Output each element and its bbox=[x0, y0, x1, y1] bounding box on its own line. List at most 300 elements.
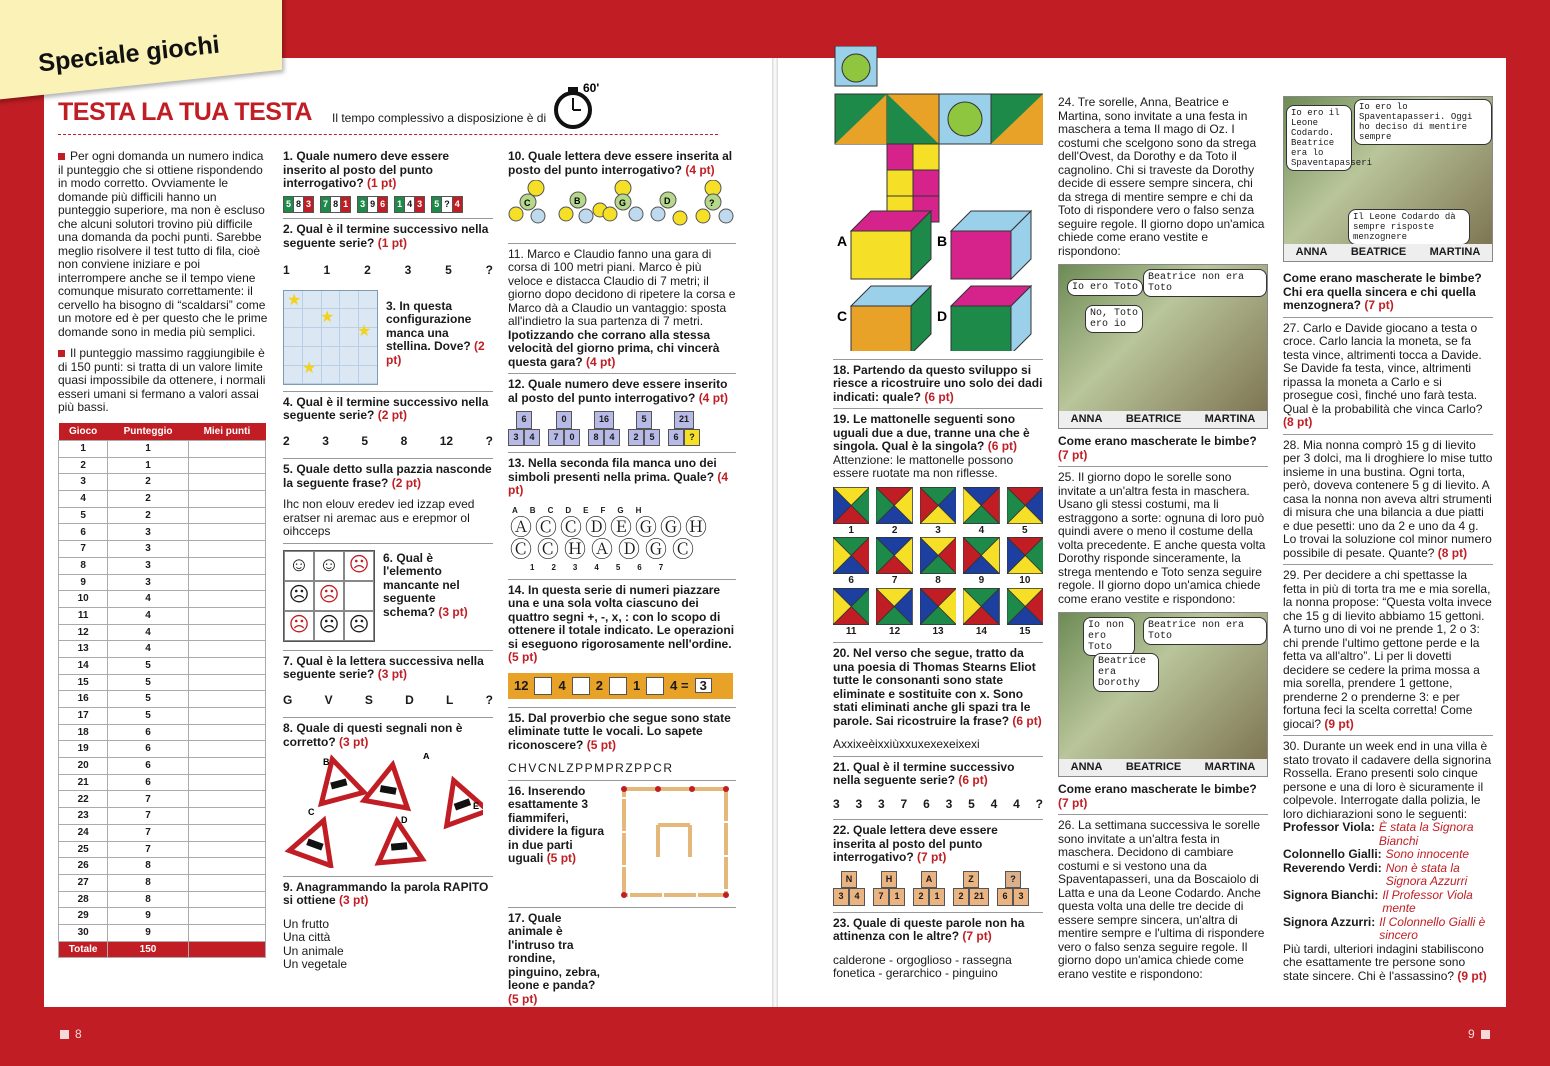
q25-points: (7 pt) bbox=[1058, 795, 1088, 810]
q10-circles bbox=[508, 180, 736, 232]
my-points-cell[interactable] bbox=[188, 507, 265, 524]
q16-points: (5 pt) bbox=[546, 851, 577, 865]
q15-code: CHVCNLZPPMPRZPPCR bbox=[508, 761, 674, 775]
eq-blank[interactable] bbox=[646, 677, 664, 695]
q1-text: 1. Quale numero deve essere inserito al posto del punto interrogativo? bbox=[283, 149, 450, 190]
sign-label: A bbox=[423, 753, 430, 761]
name-label: BEATRICE bbox=[1125, 412, 1182, 425]
my-points-cell[interactable] bbox=[188, 808, 265, 825]
q15-text: 15. Dal proverbio che segue sono state eliminate tutte le vocali. Lo sapete riconoscere? bbox=[508, 710, 731, 752]
statement: Colonnello Gialli: Sono innocente bbox=[1283, 847, 1470, 861]
name-label: ANNA bbox=[1295, 245, 1328, 258]
eq-number: 12 bbox=[514, 677, 529, 693]
table-row: 11 4 bbox=[59, 607, 266, 624]
smile-icon: ☺ bbox=[284, 551, 314, 581]
my-points-cell[interactable] bbox=[188, 924, 265, 941]
sequence-item: 2 bbox=[283, 433, 290, 448]
q28-text: 28. Mia nonna comprò 15 g di lievito per 3 dolci, ma li droghiere lo mise tutto insieme in una bustina. Ogni torta, però, doveva contenere 5 g di lievito. A casa la nonna non aveva altri strumenti di misura che una bilancia a due piatti e due pesetti: uno da 2 e uno da 4 g. Lo trovai la soluzione col minor numero possibile di pesate. Quante? bbox=[1283, 437, 1493, 560]
tile-number: 4 bbox=[978, 524, 985, 536]
q19-points: (6 pt) bbox=[987, 439, 1018, 453]
table-row: 17 5 bbox=[59, 708, 266, 725]
table-row: 4 2 bbox=[59, 491, 266, 508]
q23-text: 23. Quale di queste parole non ha attinenza con le altre? bbox=[833, 915, 1025, 943]
name-label: ANNA bbox=[1070, 760, 1103, 773]
q1-box: 3 9 6 bbox=[357, 196, 388, 214]
symbol-label: 6 bbox=[637, 563, 642, 572]
name-label: MARTINA bbox=[1204, 760, 1256, 773]
q19-text: 19. Le mattonelle seguenti sono uguali due a due, tranne una che è singola. Qual è la singola? bbox=[833, 412, 1030, 453]
table-total-row: Totale 150 bbox=[59, 941, 266, 958]
sign-label: C bbox=[308, 807, 315, 817]
q15-points: (5 pt) bbox=[586, 737, 617, 752]
sequence-item: 3 bbox=[404, 263, 412, 277]
speech-bubble: Io ero Toto bbox=[1067, 279, 1143, 296]
tile bbox=[963, 588, 999, 625]
table-row: 3 2 bbox=[59, 474, 266, 491]
eq-blank[interactable] bbox=[572, 677, 590, 695]
q8-text: 8. Quale di questi segnali non è corretto? bbox=[283, 721, 463, 749]
eq-number: 2 bbox=[595, 677, 603, 693]
box-group: A 2 1 bbox=[913, 871, 945, 906]
q1-points: (1 pt) bbox=[367, 176, 397, 190]
table-row: 24 7 bbox=[59, 824, 266, 841]
q2-text: 2. Qual è il termine successivo nella seguente serie? bbox=[283, 222, 489, 250]
q3-text: 3. In questa configurazione manca una stellina. Dove? bbox=[386, 298, 472, 353]
q11-points: (4 pt) bbox=[586, 354, 616, 369]
sequence-item: 3 bbox=[878, 796, 885, 811]
sequence-item: 6 bbox=[923, 796, 930, 811]
my-points-cell[interactable] bbox=[188, 441, 265, 458]
section-tab-title: Speciale giochi bbox=[36, 30, 221, 78]
q9-points: (3 pt) bbox=[339, 893, 369, 907]
q4-points: (2 pt) bbox=[377, 408, 408, 422]
speech-bubble: No, Toto ero io bbox=[1085, 305, 1143, 333]
q28-points: (8 pt) bbox=[1437, 545, 1468, 560]
my-points-cell[interactable] bbox=[188, 758, 265, 775]
statement: Reverendo Verdi: Non è stata la Signora Azzurri bbox=[1283, 860, 1468, 888]
tile bbox=[920, 588, 956, 625]
stopwatch-icon bbox=[553, 78, 601, 132]
q21-sequence bbox=[833, 798, 1043, 812]
intro-p2: Il punteggio massimo raggiungibile è di 150 punti: si tratta di un valore limite quasi impossibile da ottenere, i normali esseri umani si fermano a valori assai più bassi. bbox=[58, 346, 266, 414]
statement: Signora Azzurri: Il Colonnello Gialli è sincero bbox=[1283, 914, 1486, 942]
my-points-cell[interactable] bbox=[188, 724, 265, 741]
sequence-item: 4 bbox=[1013, 796, 1020, 811]
tile-number: 11 bbox=[845, 625, 857, 637]
tile-number: 15 bbox=[1019, 625, 1031, 637]
sequence-item: 12 bbox=[439, 433, 454, 448]
table-row: 16 5 bbox=[59, 691, 266, 708]
q5-points: (2 pt) bbox=[391, 475, 422, 490]
page-title: TESTA LA TUA TESTA bbox=[58, 98, 312, 126]
symbol-label: D bbox=[565, 505, 572, 515]
sequence-item: 1 bbox=[283, 263, 290, 277]
q23-words: calderone - orgoglioso - rassegna fonetica - gerarchico - pinguino bbox=[833, 952, 1012, 980]
table-header: Miei punti bbox=[188, 423, 265, 441]
q2-points: (1 pt) bbox=[377, 235, 408, 250]
statement: Professor Viola: È stata la Signora Bianchi bbox=[1283, 820, 1474, 848]
my-points-cell[interactable] bbox=[188, 874, 265, 891]
q12-groups bbox=[508, 411, 736, 446]
photo-q26 bbox=[1283, 96, 1493, 262]
q10-letter: D bbox=[664, 196, 671, 206]
box-group: ? 6 3 bbox=[997, 871, 1029, 906]
tile-number: 13 bbox=[932, 625, 944, 637]
q12-points: (4 pt) bbox=[698, 390, 729, 405]
page-subtitle: Il tempo complessivo a disposizione è di bbox=[332, 111, 547, 125]
symbol-label: 5 bbox=[615, 563, 621, 572]
sequence-item: 7 bbox=[900, 796, 908, 811]
faces-grid bbox=[283, 550, 375, 642]
photo-q24 bbox=[1058, 264, 1268, 429]
table-row: 6 3 bbox=[59, 524, 266, 541]
q20-text: 20. Nel verso che segue, tratto da una poesia di Thomas Stearns Eliot tutte le consonanti sono state eliminate e sostituite con x. Sono stati eliminati anche gli spazi tra le parole. Sai ricostruire la frase? bbox=[833, 646, 1036, 728]
name-label: ANNA bbox=[1070, 412, 1103, 425]
table-row: 10 4 bbox=[59, 591, 266, 608]
tile bbox=[920, 487, 956, 524]
my-points-cell[interactable] bbox=[188, 557, 265, 574]
q17-points: (5 pt) bbox=[508, 991, 538, 1006]
frown-icon: ☹ bbox=[314, 581, 344, 611]
sequence-item: ? bbox=[485, 263, 493, 277]
table-header: Gioco bbox=[59, 423, 108, 441]
table-row: 14 5 bbox=[59, 657, 266, 674]
tile-number: 5 bbox=[1022, 524, 1028, 536]
my-points-cell[interactable] bbox=[188, 624, 265, 641]
q4-sequence bbox=[283, 435, 493, 449]
table-row: 23 7 bbox=[59, 808, 266, 825]
table-row: 8 3 bbox=[59, 557, 266, 574]
table-row: 27 8 bbox=[59, 874, 266, 891]
symbol-label: B bbox=[529, 505, 536, 515]
sequence-item: 4 bbox=[990, 796, 998, 811]
my-points-cell[interactable] bbox=[188, 774, 265, 791]
my-points-cell[interactable] bbox=[188, 607, 265, 624]
q10-points: (4 pt) bbox=[685, 162, 715, 177]
q7-text: 7. Qual è la lettera successiva nella seguente serie? bbox=[283, 653, 484, 681]
score-table bbox=[58, 423, 266, 959]
tiles-grid bbox=[833, 487, 1043, 639]
eq-blank[interactable] bbox=[534, 677, 552, 695]
speech-bubble: Beatrice era Dorothy bbox=[1093, 653, 1159, 692]
q19-note: Attenzione: le mattonelle possono essere ruotate ma non riflesse. bbox=[833, 452, 1014, 480]
q7-sequence bbox=[283, 694, 493, 708]
timer-label: 60' bbox=[583, 81, 600, 95]
q23-points: (7 pt) bbox=[962, 929, 992, 943]
q22-points: (7 pt) bbox=[917, 850, 947, 864]
my-points-cell[interactable] bbox=[188, 491, 265, 508]
table-row: 20 6 bbox=[59, 758, 266, 775]
sequence-item: 3 bbox=[945, 796, 953, 811]
gutter bbox=[772, 58, 778, 1007]
sequence-item: G bbox=[283, 692, 293, 707]
name-label: MARTINA bbox=[1204, 412, 1256, 425]
table-row: 29 9 bbox=[59, 908, 266, 925]
q20-points: (6 pt) bbox=[1012, 713, 1042, 728]
my-points-cell[interactable] bbox=[188, 457, 265, 474]
sequence-item: D bbox=[405, 692, 414, 707]
q13-points: (4 pt) bbox=[508, 469, 729, 497]
q9-option: Un animale bbox=[283, 943, 344, 958]
tile bbox=[876, 537, 912, 574]
neutral-icon: ☹ bbox=[284, 581, 314, 611]
q1-box: 1 4 3 bbox=[394, 196, 425, 214]
box-group: 6 3 4 bbox=[508, 411, 540, 446]
tile bbox=[876, 487, 912, 524]
star-icon: ★ bbox=[287, 291, 302, 309]
tile bbox=[1007, 537, 1043, 574]
q13-symbols-top: ⒶⒸⒸⒹⒺⒼⒼⒽ bbox=[510, 515, 711, 540]
my-points-cell[interactable] bbox=[188, 708, 265, 725]
table-row: 2 1 bbox=[59, 457, 266, 474]
q29-text: 29. Per decidere a chi spettasse la fetta in più di torta tra me e mia sorella, la nonna propose: “Questa volta invece che 15 g di lievito abbiamo 15 gettoni. A turno uno di voi ne prende 1, 2 o 3: chi prende l'ultimo gettone perde e la fetta va all'altro”. Li per li dovetti decidere se cedere la prima mossa a mia sorella, prendere 1 gettone, prenderne 2 o prenderne 3: e per fortuna feci la scelta corretta! Come giocai? bbox=[1283, 568, 1492, 731]
q27-text: 27. Carlo e Davide giocano a testa o croce. Carlo lancia la moneta, se fa testa vince, altrimenti tocca a Davide. Se Davide fa testa, vince, altrimenti ripassa la moneta a Carlo e si prosegue così, finché uno farà testa. Qual è la probabilità che vinca Carlo? bbox=[1283, 320, 1483, 416]
speech-bubble: Beatrice non era Toto bbox=[1143, 617, 1267, 645]
eq-result: 3 bbox=[695, 678, 712, 694]
q1-box: 5 ? 4 bbox=[431, 196, 463, 214]
q26-question: Come erano mascherate le bimbe? Chi era quella sincera e chi quella menzognera? bbox=[1283, 271, 1482, 312]
q25-question: Come erano mascherate le bimbe? bbox=[1058, 782, 1257, 796]
q11-question: Ipotizzando che corrano alla stessa velocità del giorno prima, chi vincerà questa gara? bbox=[508, 327, 720, 369]
tile bbox=[876, 588, 912, 625]
symbol-label: A bbox=[512, 505, 518, 515]
box-group: 5 2 5 bbox=[628, 411, 660, 446]
matches-figure bbox=[618, 785, 733, 903]
bullet-icon bbox=[58, 153, 65, 160]
sequence-item: ? bbox=[485, 433, 493, 448]
tile bbox=[920, 537, 956, 574]
q5-phrase: Ihc non elouv eredev ied izzap eved eratser ni aremac aus e erepmor ol oihcceps bbox=[283, 497, 475, 538]
q10-letter: B bbox=[574, 196, 581, 206]
sequence-item: 3 bbox=[855, 796, 863, 811]
tile-number: 2 bbox=[891, 524, 898, 536]
die-label: A bbox=[837, 233, 848, 249]
my-points-cell[interactable] bbox=[188, 691, 265, 708]
q21-points: (6 pt) bbox=[958, 773, 988, 787]
box-group: 21 6 ? bbox=[668, 411, 700, 446]
table-header: Punteggio bbox=[108, 423, 189, 441]
q18-points: (6 pt) bbox=[924, 389, 954, 404]
title-rule bbox=[58, 134, 718, 135]
q27-points: (8 pt) bbox=[1283, 415, 1313, 429]
statement: Signora Bianchi: Il Professor Viola mente bbox=[1283, 887, 1473, 915]
my-points-cell[interactable] bbox=[188, 891, 265, 908]
star-icon: ★ bbox=[357, 322, 372, 340]
sequence-item: 2 bbox=[364, 263, 371, 277]
tile-number: 1 bbox=[848, 524, 854, 536]
sequence-item: 8 bbox=[400, 433, 408, 448]
my-points-cell[interactable] bbox=[188, 908, 265, 925]
q30-statements bbox=[1283, 821, 1493, 943]
q6-points: (3 pt) bbox=[438, 604, 468, 619]
q9-option: Un frutto bbox=[283, 916, 330, 931]
q17-text: 17. Quale animale è l'intruso tra rondine, pinguino, zebra, leone e panda? bbox=[508, 910, 600, 992]
symbol-label: H bbox=[635, 505, 642, 515]
q30-end: Più tardi, ulteriori indagini stabiliscono che esattamente tre persone sono state sincere. Chi è l'assassino? bbox=[1283, 941, 1484, 983]
my-points-cell[interactable] bbox=[188, 858, 265, 875]
die-label: B bbox=[937, 233, 948, 249]
q3-points: (2 pt) bbox=[386, 339, 485, 367]
table-row: 30 9 bbox=[59, 924, 266, 941]
table-row: 5 2 bbox=[59, 507, 266, 524]
q10-letter: G bbox=[619, 198, 627, 208]
q9-option: Un vegetale bbox=[283, 957, 348, 971]
eq-number: 4 bbox=[558, 677, 566, 693]
q5-text: 5. Quale detto sulla pazzia nasconde la seguente frase? bbox=[283, 462, 492, 490]
eq-blank[interactable] bbox=[609, 677, 627, 695]
q30-points: (9 pt) bbox=[1457, 968, 1487, 983]
sequence-item: 3 bbox=[833, 796, 840, 811]
my-points-cell[interactable] bbox=[188, 474, 265, 491]
q14-equation bbox=[508, 673, 733, 699]
q16-text: 16. Inserendo esattamente 3 fiammiferi, dividere la figura in due parti uguali bbox=[508, 783, 605, 865]
square-icon bbox=[1481, 1030, 1490, 1039]
sequence-item: 5 bbox=[968, 796, 975, 811]
sequence-item: 1 bbox=[323, 263, 331, 277]
q24-question: Come erano mascherate le bimbe? bbox=[1058, 434, 1257, 448]
q29-points: (9 pt) bbox=[1324, 716, 1354, 731]
tile bbox=[1007, 487, 1043, 524]
table-row: 25 7 bbox=[59, 841, 266, 858]
my-points-cell[interactable] bbox=[188, 541, 265, 558]
name-label: BEATRICE bbox=[1125, 760, 1182, 773]
speech-bubble: Beatrice non era Toto bbox=[1143, 269, 1267, 297]
box-group: Z 2 21 bbox=[953, 871, 989, 906]
q21-text: 21. Qual è il termine successivo nella seguente serie? bbox=[833, 759, 1015, 787]
tile bbox=[963, 487, 999, 524]
my-points-cell[interactable] bbox=[188, 674, 265, 691]
sequence-item: L bbox=[446, 692, 454, 707]
table-row: 22 7 bbox=[59, 791, 266, 808]
frown-icon: ☹ bbox=[314, 611, 344, 641]
my-points-cell[interactable] bbox=[188, 641, 265, 658]
symbol-label: G bbox=[617, 505, 624, 515]
tile-number: 6 bbox=[848, 575, 854, 586]
tile bbox=[833, 487, 869, 524]
q9-text: 9. Anagrammando la parola RAPITO si ottiene bbox=[283, 879, 489, 907]
sign-label: E bbox=[473, 801, 480, 811]
sign-label: D bbox=[401, 815, 408, 825]
tile-number: 12 bbox=[889, 625, 901, 637]
my-points-cell[interactable] bbox=[188, 841, 265, 858]
star-grid bbox=[283, 290, 378, 385]
sign-label: B bbox=[323, 757, 330, 767]
smile-icon: ☺ bbox=[314, 551, 344, 581]
dice-net-figure bbox=[833, 46, 1043, 351]
speech-bubble: Io ero il Leone Codardo. Beatrice era lo Spaventapasseri bbox=[1286, 105, 1352, 171]
sequence-item: 5 bbox=[361, 433, 369, 448]
q4-text: 4. Qual è il termine successivo nella seguente serie? bbox=[283, 394, 489, 422]
tile-number: 8 bbox=[935, 575, 941, 586]
tile bbox=[833, 588, 869, 625]
my-points-cell[interactable] bbox=[188, 824, 265, 841]
sequence-item: 5 bbox=[445, 263, 452, 277]
table-row: 28 8 bbox=[59, 891, 266, 908]
sequence-item: V bbox=[324, 692, 333, 707]
q14-points: (5 pt) bbox=[508, 650, 538, 664]
q10-letter: C bbox=[524, 198, 531, 208]
q10-letter: ? bbox=[709, 198, 715, 208]
tile-number: 10 bbox=[1019, 575, 1031, 586]
cow-icon bbox=[391, 842, 408, 850]
sequence-item: ? bbox=[1035, 796, 1043, 811]
symbol-label: 1 bbox=[530, 563, 535, 572]
sequence-item: 3 bbox=[322, 433, 329, 448]
q7-points: (3 pt) bbox=[377, 667, 408, 681]
table-row: 1 1 bbox=[59, 441, 266, 458]
q1-box: 5 8 3 bbox=[283, 196, 314, 214]
box-group: N 3 4 bbox=[833, 871, 865, 906]
frown-icon: ☹ bbox=[284, 611, 314, 641]
frown-icon: ☹ bbox=[344, 551, 374, 581]
q18-text: 18. Partendo da questo sviluppo si riesce a ricostruire uno solo dei dadi indicati: quale? bbox=[833, 362, 1043, 404]
eq-number: 4 = bbox=[670, 677, 689, 693]
symbol-label: 3 bbox=[572, 563, 578, 572]
tile bbox=[1007, 588, 1043, 625]
my-points-cell[interactable] bbox=[188, 524, 265, 541]
q2-sequence bbox=[283, 264, 493, 278]
symbol-label: C bbox=[547, 505, 554, 515]
page-number-left: 8 bbox=[60, 1027, 82, 1041]
tile bbox=[833, 537, 869, 574]
sequence-item: S bbox=[364, 692, 373, 707]
q9-option: Una città bbox=[283, 930, 331, 944]
star-icon: ★ bbox=[302, 359, 317, 377]
q20-code: Axxixeèixxiùxxuxexexeixexi bbox=[833, 737, 980, 751]
tile bbox=[963, 537, 999, 574]
my-points-cell[interactable] bbox=[188, 791, 265, 808]
table-row: 19 6 bbox=[59, 741, 266, 758]
symbol-label: F bbox=[600, 505, 606, 515]
speech-bubble: Il Leone Codardo dà sempre risposte menzognere bbox=[1348, 209, 1470, 245]
bullet-icon bbox=[58, 350, 65, 357]
name-label: MARTINA bbox=[1429, 245, 1481, 258]
table-row: 13 4 bbox=[59, 641, 266, 658]
my-points-cell[interactable] bbox=[188, 657, 265, 674]
q22-groups bbox=[833, 871, 1043, 906]
speech-bubble: Io non ero Toto bbox=[1083, 617, 1135, 656]
speech-bubble: Io ero lo Spaventapasseri. Oggi ho deciso di mentire sempre bbox=[1354, 99, 1492, 145]
table-row: 18 6 bbox=[59, 724, 266, 741]
table-row: 9 3 bbox=[59, 574, 266, 591]
symbol-label: 2 bbox=[551, 563, 556, 572]
symbol-label: 4 bbox=[594, 563, 599, 572]
box-group: 16 8 4 bbox=[588, 411, 620, 446]
name-label: BEATRICE bbox=[1350, 245, 1407, 258]
table-row: 26 8 bbox=[59, 858, 266, 875]
tile-number: 14 bbox=[975, 625, 987, 637]
table-row: 12 4 bbox=[59, 624, 266, 641]
table-row: 21 6 bbox=[59, 774, 266, 791]
page-number-right: 9 bbox=[1468, 1027, 1490, 1041]
symbol-label: 7 bbox=[658, 563, 664, 572]
q22-text: 22. Quale lettera deve essere inserita al posto del punto interrogativo? bbox=[833, 823, 998, 864]
frown-icon: ☹ bbox=[344, 611, 374, 641]
my-points-cell[interactable] bbox=[188, 574, 265, 591]
table-row: 7 3 bbox=[59, 541, 266, 558]
tile-number: 3 bbox=[935, 524, 941, 536]
table-row: 15 5 bbox=[59, 674, 266, 691]
my-points-cell[interactable] bbox=[188, 741, 265, 758]
my-points-cell[interactable] bbox=[188, 591, 265, 608]
q24-points: (7 pt) bbox=[1058, 447, 1088, 462]
die-label: D bbox=[937, 308, 948, 324]
box-group: 0 7 0 bbox=[548, 411, 580, 446]
star-icon: ★ bbox=[320, 308, 335, 326]
q26-text: 26. La settimana successiva le sorelle sono invitate a un'altra festa in maschera. Decidono di cambiare costumi e si vestono una da Spaventapasseri, una da Boscaiolo di Latta e una da Leone Codardo. Anche questa volta una delle tre decide di essere sempre sincera, un'altra di mentire sempre e l'ultima di rispondere vero o falso senza seguire regole. Il giorno dopo un'amica chiede come erano vestite e rispondono: bbox=[1058, 818, 1265, 981]
q13-text: 13. Nella seconda fila manca uno dei simboli presenti nella prima. Quale? bbox=[508, 456, 717, 484]
photo-q25 bbox=[1058, 612, 1268, 777]
